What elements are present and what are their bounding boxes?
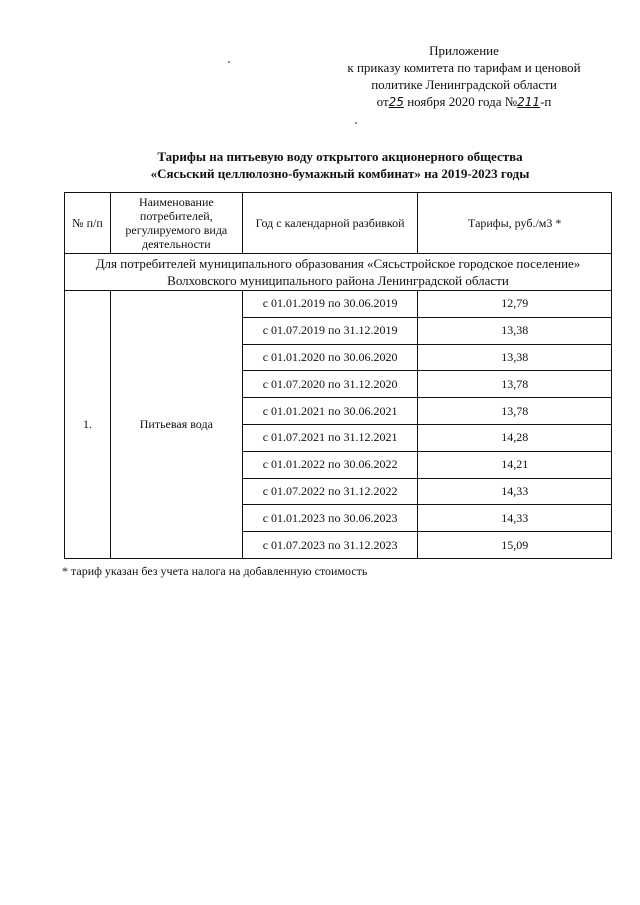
- period-cell: с 01.07.2022 по 31.12.2022: [242, 478, 418, 505]
- tariff-cell: 13,78: [418, 371, 612, 398]
- period-cell: с 01.01.2021 по 30.06.2021: [242, 398, 418, 425]
- scan-speck: [355, 122, 357, 124]
- document-title: Тарифы на питьевую воду открытого акционерного общества «Сясьский целлюлозно-бумажный комбинат» на 2019-2023 годы: [150, 149, 530, 181]
- table-row: [65, 291, 612, 318]
- column-header-period: Год с календарной разбивкой: [242, 193, 418, 254]
- handwritten-order-number: 211: [517, 95, 541, 109]
- item-name: Питьевая вода: [110, 291, 242, 559]
- period-cell: с 01.07.2023 по 31.12.2023: [242, 532, 418, 559]
- order-date: от25 ноября 2020 года №211-п: [376, 94, 552, 109]
- handwritten-day: 25: [388, 95, 404, 109]
- column-header-consumers: Наименование потребителей, регулируемого вида деятельности: [110, 193, 242, 254]
- period-cell: с 01.01.2020 по 30.06.2020: [242, 344, 418, 371]
- period-cell: с 01.07.2020 по 31.12.2020: [242, 371, 418, 398]
- item-number: 1.: [65, 291, 111, 559]
- appendix-label: Приложение: [429, 43, 499, 58]
- tariff-cell: 13,38: [418, 344, 612, 371]
- committee-name: политике Ленинградской области: [371, 77, 557, 92]
- period-cell: с 01.01.2022 по 30.06.2022: [242, 451, 418, 478]
- tariff-cell: 14,33: [418, 505, 612, 532]
- column-header-tariff: Тарифы, руб./м3 *: [418, 193, 612, 254]
- period-cell: с 01.01.2019 по 30.06.2019: [242, 291, 418, 318]
- tariff-cell: 15,09: [418, 532, 612, 559]
- consumer-group-row: [65, 254, 612, 291]
- column-header-number: № п/п: [65, 193, 111, 254]
- tariff-cell: 14,33: [418, 478, 612, 505]
- tariff-table: [64, 192, 612, 559]
- footnote: * тариф указан без учета налога на добавленную стоимость: [62, 564, 368, 578]
- tariff-cell: 14,21: [418, 451, 612, 478]
- tariff-cell: 13,78: [418, 398, 612, 425]
- order-reference: к приказу комитета по тарифам и ценовой: [347, 60, 581, 75]
- appendix-header: [344, 42, 584, 111]
- period-cell: с 01.01.2023 по 30.06.2023: [242, 505, 418, 532]
- tariff-cell: 14,28: [418, 424, 612, 451]
- tariff-cell: 12,79: [418, 291, 612, 318]
- consumer-group-label: Для потребителей муниципального образования «Сясьстройское городское поселение» Волховского муниципального района Ленинградской области: [65, 254, 612, 291]
- table-header-row: [65, 193, 612, 254]
- scan-speck: [228, 61, 230, 63]
- tariff-cell: 13,38: [418, 317, 612, 344]
- period-cell: с 01.07.2021 по 31.12.2021: [242, 424, 418, 451]
- period-cell: с 01.07.2019 по 31.12.2019: [242, 317, 418, 344]
